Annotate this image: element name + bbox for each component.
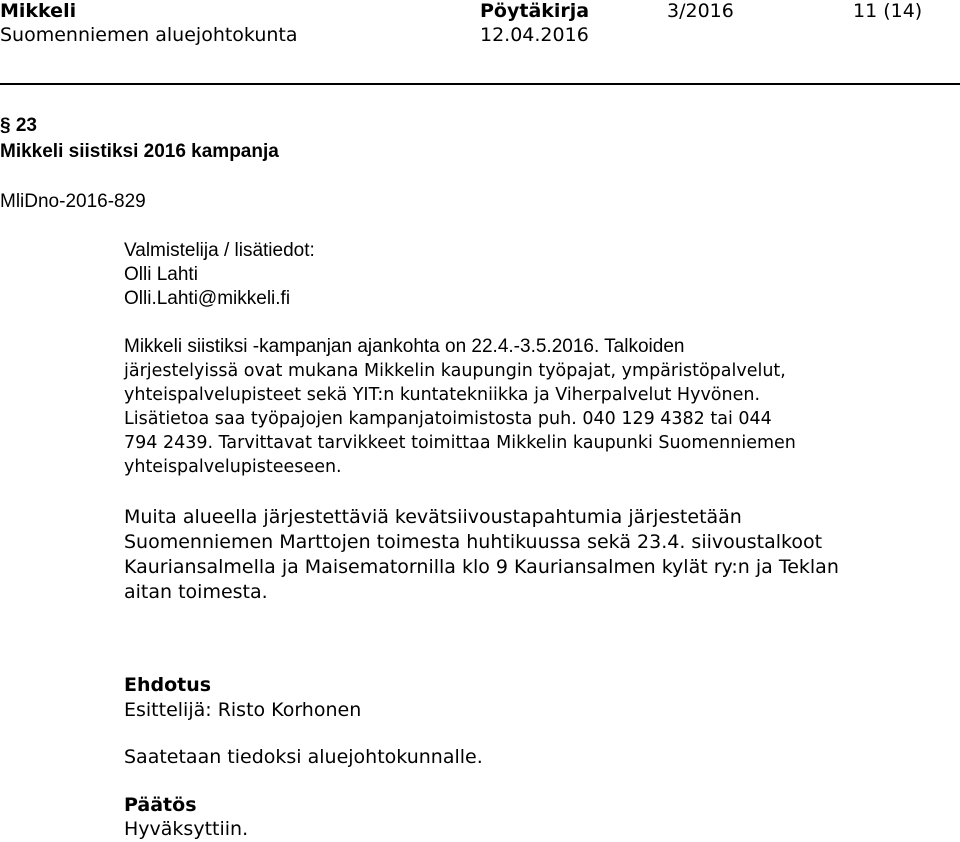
body-paragraph-1 — [124, 335, 924, 479]
header-org: Mikkeli — [0, 0, 77, 22]
paragraph-line: Lisätietoa saa työpajojen kampanjatoimistosta puh. 040 129 4382 tai 044 — [124, 409, 772, 429]
header-meeting-no: 3/2016 — [667, 0, 734, 22]
header-page: 11 (14) — [853, 0, 923, 22]
paragraph-line: 794 2439. Tarvittavat tarvikkeet toimittaa Mikkelin kaupunki Suomenniemen — [124, 433, 796, 453]
preparer-name: Olli Lahti — [124, 264, 198, 285]
proposal-text: Saatetaan tiedoksi aluejohtokunnalle. — [124, 746, 483, 768]
section-title: Mikkeli siistiksi 2016 kampanja — [0, 141, 279, 162]
paragraph-line: järjestelyissä ovat mukana Mikkelin kaupungin työpajat, ympäristöpalvelut, — [124, 361, 786, 381]
preparer-email: Olli.Lahti@mikkeli.fi — [124, 288, 291, 309]
paragraph-line: yhteispalvelupisteeseen. — [124, 457, 342, 477]
paragraph-line: Muita alueella järjestettäviä kevätsiivoustapahtumia järjestetään — [124, 506, 742, 528]
decision-heading: Päätös — [124, 794, 197, 816]
paragraph-line: yhteispalvelupisteet sekä YIT:n kuntatekniikka ja Viherpalvelut Hyvönen. — [124, 385, 761, 405]
preparer-label: Valmistelija / lisätiedot: — [124, 240, 315, 261]
body-paragraph-2 — [124, 505, 924, 605]
header-divider — [0, 83, 960, 85]
header-unit: Suomenniemen aluejohtokunta — [0, 24, 298, 46]
paragraph-line: aitan toimesta. — [124, 581, 268, 603]
paragraph-line: Suomenniemen Marttojen toimesta huhtikuussa sekä 23.4. siivoustalkoot — [124, 531, 823, 553]
paragraph-line: Kauriansalmella ja Maisematornilla klo 9 Kauriansalmen kylät ry:n ja Teklan — [124, 556, 839, 578]
section-number: § 23 — [0, 115, 37, 136]
header-doc-type: Pöytäkirja — [480, 0, 590, 22]
proposal-presenter: Esittelijä: Risto Korhonen — [124, 699, 362, 721]
header-date: 12.04.2016 — [480, 24, 589, 46]
paragraph-line: Mikkeli siistiksi -kampanjan ajankohta on 22.4.-3.5.2016. Talkoiden — [124, 336, 685, 357]
proposal-heading: Ehdotus — [124, 674, 212, 696]
decision-text: Hyväksyttiin. — [124, 818, 249, 840]
diary-number: MliDno-2016-829 — [0, 191, 146, 212]
